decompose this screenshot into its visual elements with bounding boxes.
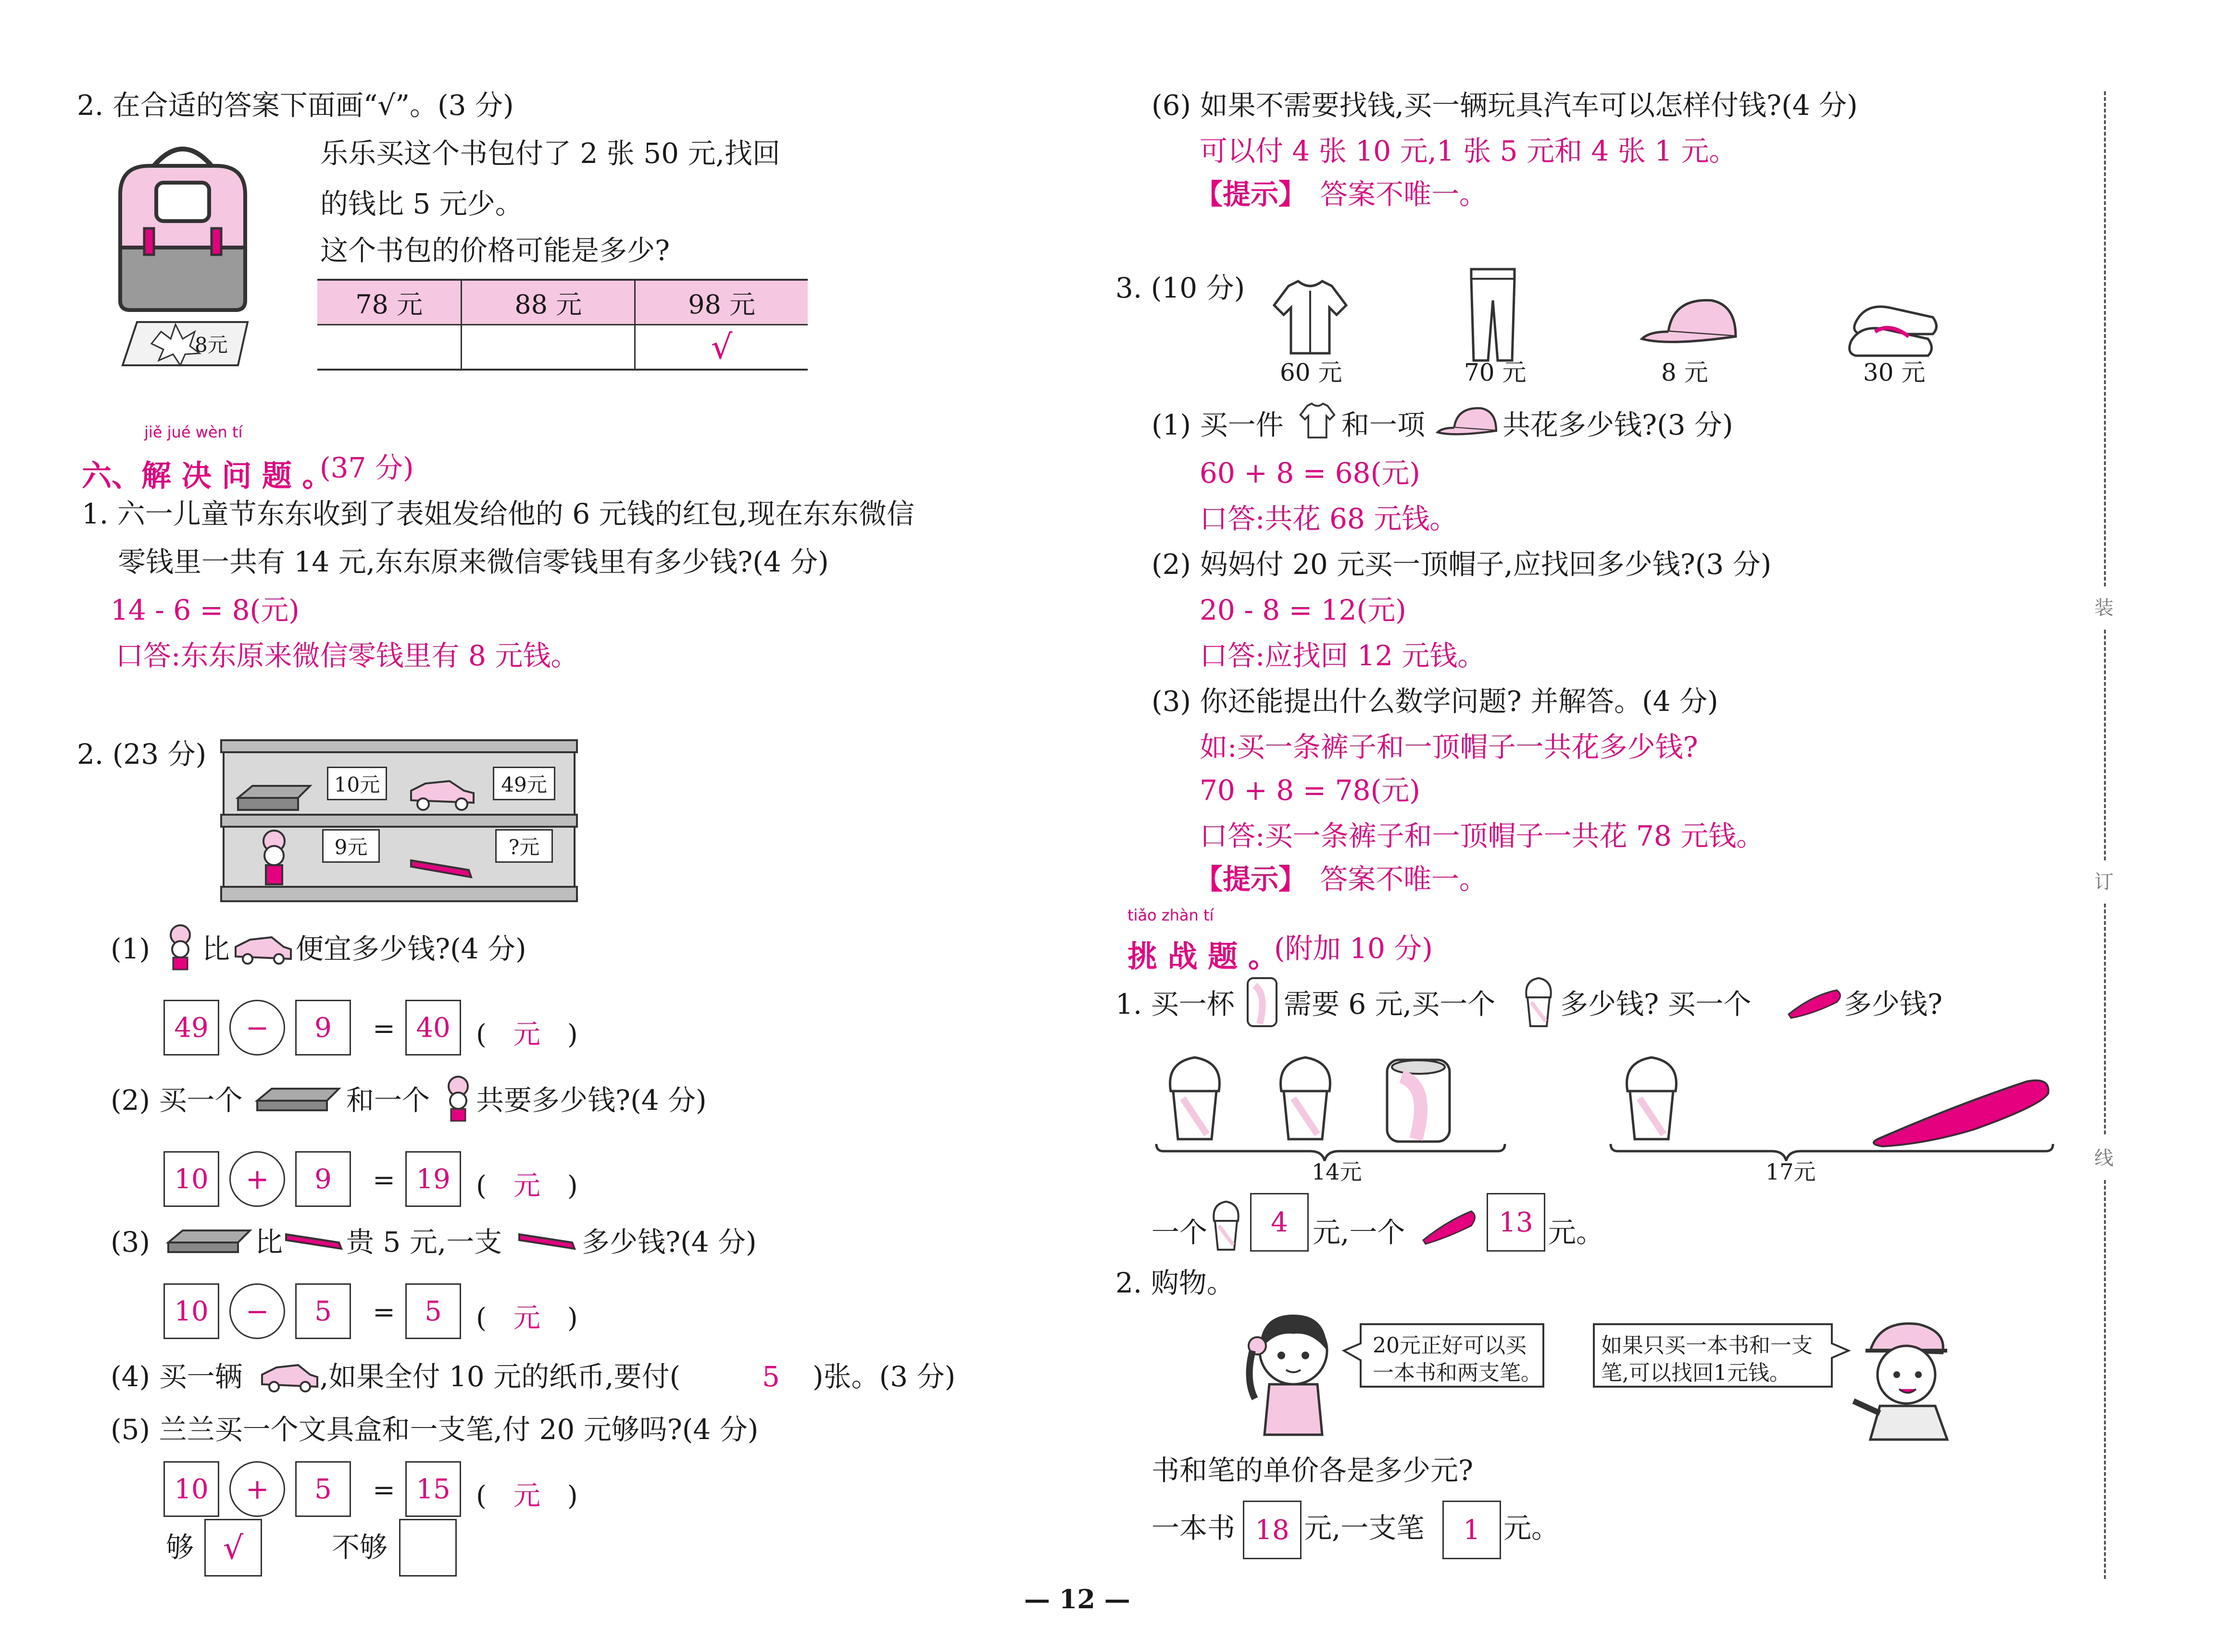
problem-3-label: 3. (10 分) xyxy=(1115,272,1245,304)
p2q2-mid: 和一个 xyxy=(346,1084,430,1117)
cap-icon xyxy=(1640,293,1740,351)
p2q1-operand-b[interactable]: 9 xyxy=(295,1000,351,1056)
problem-1-oral-answer: 口答:东东原来微信零钱里有 8 元钱。 xyxy=(115,639,579,672)
p3q2-equation: 20 - 8 = 12(元) xyxy=(1200,594,1406,626)
price-tag-pencil-case: 10元 xyxy=(327,767,387,800)
p2q3-result[interactable]: 5 xyxy=(405,1283,461,1339)
binding-line xyxy=(2104,630,2106,860)
p3q2-oral-answer: 口答:应找回 12 元钱。 xyxy=(1200,639,1486,672)
price-tag-car: 49元 xyxy=(493,767,555,800)
p2q5-text: (5) 兰兰买一个文具盒和一支笔,付 20 元够吗?(4 分) xyxy=(111,1413,759,1446)
p2q2-operator[interactable]: + xyxy=(229,1151,285,1207)
problem-1-line1: 1. 六一儿童节东东收到了表姐发给他的 6 元钱的红包,现在东东微信 xyxy=(82,497,914,530)
p2q5-equals: = xyxy=(373,1475,395,1506)
p2q3-prefix: (3) xyxy=(111,1226,150,1258)
c1-mid: 需要 6 元,买一个 xyxy=(1284,988,1496,1020)
pen-icon xyxy=(284,1230,344,1252)
c1-suffix: 多少钱? xyxy=(1844,988,1943,1020)
p2q2-prefix: (2) 买一个 xyxy=(111,1084,243,1117)
backpack-price-tag xyxy=(118,320,252,368)
p2q4-answer[interactable]: 5 xyxy=(762,1360,780,1393)
p3q1-oral-answer: 口答:共花 68 元钱。 xyxy=(1200,502,1458,535)
choice-header: 88 元 xyxy=(462,281,635,325)
p3q3-text: (3) 你还能提出什么数学问题? 并解答。(4 分) xyxy=(1152,685,1718,718)
choice-mark[interactable] xyxy=(462,325,635,369)
p2q5-unit-paren: ( 元 ) xyxy=(476,1480,578,1512)
binding-mark: 订 xyxy=(2094,871,2114,893)
enough-label: 够 xyxy=(166,1531,194,1564)
c1-answer-end: 元。 xyxy=(1548,1216,1604,1249)
p2q1-unit-paren: ( 元 ) xyxy=(476,1019,578,1050)
p2q2-suffix: 共要多少钱?(4 分) xyxy=(476,1084,707,1117)
p3q1-equation: 60 + 8 = 68(元) xyxy=(1200,457,1420,489)
challenge-score: (附加 10 分) xyxy=(1274,932,1433,965)
p2q5-operand-a[interactable]: 10 xyxy=(163,1461,219,1517)
binding-line xyxy=(2104,91,2106,586)
challenge-illustration xyxy=(1147,1048,2108,1173)
q2-text-line2: 的钱比 5 元少。 xyxy=(320,187,523,220)
page-number: — 12 — xyxy=(1024,1584,1130,1615)
p3q3-oral-answer: 口答:买一条裤子和一顶帽子一共花 78 元钱。 xyxy=(1200,820,1765,852)
pencil-case-icon xyxy=(255,1084,341,1113)
p2q6-text: (6) 如果不需要找钱,买一辆玩具汽车可以怎样付钱?(4 分) xyxy=(1152,89,1858,122)
price-tag-doll: 9元 xyxy=(322,829,380,863)
problem-1-equation: 14 - 6 = 8(元) xyxy=(111,594,300,626)
p2q2-result[interactable]: 19 xyxy=(405,1151,461,1207)
p2q1-operand-a[interactable]: 49 xyxy=(163,1000,219,1056)
choice-mark[interactable] xyxy=(317,325,462,369)
p2q1-operator[interactable]: − xyxy=(229,1000,285,1056)
p2q4-end: )张。(3 分) xyxy=(813,1360,956,1393)
enough-checkbox[interactable]: √ xyxy=(204,1519,262,1577)
ice-cream-icon xyxy=(1209,1199,1243,1252)
ice-cream-price-box[interactable]: 4 xyxy=(1250,1193,1309,1252)
p2q3-operand-b[interactable]: 5 xyxy=(295,1283,351,1339)
shoes-icon xyxy=(1846,288,1942,360)
section-6-pinyin: jiě jué wèn tí xyxy=(144,423,243,441)
sausage-icon xyxy=(1784,985,1844,1019)
p3q1-prefix: (1) 买一件 xyxy=(1152,409,1284,441)
girl-illustration xyxy=(1245,1307,1341,1437)
not-enough-checkbox[interactable] xyxy=(399,1519,457,1577)
c1-mid2: 多少钱? 买一个 xyxy=(1560,988,1752,1020)
bubble-girl-line2: 一本书和两支笔。 xyxy=(1373,1361,1542,1385)
p2q3-equals: = xyxy=(373,1297,395,1328)
binding-mark: 装 xyxy=(2094,597,2114,619)
p2q5-operand-b[interactable]: 5 xyxy=(295,1461,351,1517)
doll-icon xyxy=(446,1074,470,1122)
q2-text-line1: 乐乐买这个书包付了 2 张 50 元,找回 xyxy=(320,137,780,170)
total-group-1: 14元 xyxy=(1312,1159,1362,1185)
c2-label: 2. 购物。 xyxy=(1115,1267,1235,1299)
problem-1-line2: 零钱里一共有 14 元,东东原来微信零钱里有多少钱?(4 分) xyxy=(118,546,829,578)
pen-price-box[interactable]: 1 xyxy=(1442,1501,1501,1559)
p2q2-operand-b[interactable]: 9 xyxy=(295,1151,351,1207)
p3q3-question: 如:买一条裤子和一顶帽子一共花多少钱? xyxy=(1200,731,1698,763)
doll-icon xyxy=(168,923,192,971)
q2-text-line3: 这个书包的价格可能是多少? xyxy=(320,234,670,267)
total-group-2: 17元 xyxy=(1765,1159,1816,1185)
choice-mark[interactable]: √ xyxy=(635,325,808,369)
p2q5-result[interactable]: 15 xyxy=(405,1461,461,1517)
sausage-icon xyxy=(1418,1206,1478,1245)
p2q1-result[interactable]: 40 xyxy=(405,1000,461,1056)
p3q3-hint-label: 【提示】 xyxy=(1195,863,1307,895)
p3q1-suffix: 共花多少钱?(3 分) xyxy=(1502,409,1733,441)
p2q6-answer: 可以付 4 张 10 元,1 张 5 元和 4 张 1 元。 xyxy=(1200,135,1737,167)
binding-line xyxy=(2104,904,2106,1134)
p2q3-operator[interactable]: − xyxy=(229,1283,285,1339)
p3q3-hint: 答案不唯一。 xyxy=(1320,863,1488,895)
p2q2-unit-paren: ( 元 ) xyxy=(476,1170,578,1202)
pencil-case-icon xyxy=(166,1226,252,1255)
p2q6-hint-label: 【提示】 xyxy=(1195,178,1307,211)
p2q1-equals: = xyxy=(373,1013,395,1044)
p2q3-operand-a[interactable]: 10 xyxy=(163,1283,219,1339)
p2q1-mid: 比 xyxy=(202,932,230,965)
cap-price: 8 元 xyxy=(1661,359,1708,386)
trousers-icon xyxy=(1466,267,1519,363)
boy-illustration xyxy=(1851,1317,1957,1442)
bubble-boy-line2: 笔,可以找回1元钱。 xyxy=(1601,1361,1790,1385)
binding-mark: 线 xyxy=(2094,1147,2114,1169)
c1-answer-mid: 元,一个 xyxy=(1313,1216,1405,1249)
p2q6-hint: 答案不唯一。 xyxy=(1320,178,1488,211)
p3q3-equation: 70 + 8 = 78(元) xyxy=(1200,774,1420,807)
price-choice-table xyxy=(317,279,808,371)
p2q3-mid2: 贵 5 元,一支 xyxy=(346,1226,502,1258)
p2q2-equals: = xyxy=(373,1165,395,1196)
shoes-price: 30 元 xyxy=(1863,359,1926,386)
section-6-title: 六、解 决 问 题 。 xyxy=(82,458,332,493)
c1-answer-prefix: 一个 xyxy=(1152,1216,1208,1249)
question-2-title: 2. 在合适的答案下面画“√”。(3 分) xyxy=(77,89,514,122)
c2-question: 书和笔的单价各是多少元? xyxy=(1152,1454,1474,1487)
soda-can-icon xyxy=(1245,976,1279,1029)
p2q1-suffix: 便宜多少钱?(4 分) xyxy=(296,932,526,965)
bubble-boy-line1: 如果只买一本书和一支 xyxy=(1601,1333,1813,1358)
binding-line xyxy=(2104,1180,2106,1579)
p2q3-mid: 比 xyxy=(255,1226,283,1258)
shirt-icon xyxy=(1298,399,1337,442)
price-tag-pen: ?元 xyxy=(495,829,553,863)
choice-header: 98 元 xyxy=(635,281,808,325)
p2q3-unit-paren: ( 元 ) xyxy=(476,1303,578,1334)
shirt-price: 60 元 xyxy=(1280,359,1342,386)
problem-2-label: 2. (23 分) xyxy=(77,738,207,770)
p2q4-prefix: (4) 买一辆 xyxy=(111,1360,243,1393)
challenge-pinyin: tiǎo zhàn tí xyxy=(1127,906,1214,924)
p3q2-text: (2) 妈妈付 20 元买一顶帽子,应找回多少钱?(3 分) xyxy=(1152,548,1772,581)
toy-car-icon xyxy=(233,932,293,966)
bubble-girl-line1: 20元正好可以买 xyxy=(1373,1333,1527,1358)
p2q5-operator[interactable]: + xyxy=(229,1461,285,1517)
p2q2-operand-a[interactable]: 10 xyxy=(163,1151,219,1207)
not-enough-label: 不够 xyxy=(332,1531,388,1564)
cap-icon xyxy=(1435,404,1500,440)
shirt-icon xyxy=(1269,276,1351,358)
backpack-price: 8元 xyxy=(195,333,228,357)
p2q1-prefix: (1) xyxy=(111,932,150,965)
shelf-illustration xyxy=(219,738,579,904)
p2q3-suffix: 多少钱?(4 分) xyxy=(582,1226,757,1258)
trousers-price: 70 元 xyxy=(1464,359,1527,386)
c2-answer-mid: 元,一支笔 xyxy=(1304,1512,1425,1544)
ice-cream-icon xyxy=(1522,976,1555,1029)
p3q1-mid: 和一项 xyxy=(1341,409,1426,441)
pen-icon xyxy=(517,1230,577,1252)
p2q4-text: ,如果全付 10 元的纸币,要付( xyxy=(320,1360,681,1393)
toy-car-icon xyxy=(260,1360,320,1394)
backpack-icon xyxy=(111,137,255,315)
c1-prefix: 1. 买一杯 xyxy=(1115,988,1235,1020)
c2-answer-end: 元。 xyxy=(1503,1512,1560,1544)
book-price-box[interactable]: 18 xyxy=(1243,1501,1302,1559)
sausage-price-box[interactable]: 13 xyxy=(1487,1193,1545,1252)
choice-header: 78 元 xyxy=(317,281,462,325)
challenge-title: 挑 战 题 。 xyxy=(1127,939,1278,974)
c2-answer-prefix: 一本书 xyxy=(1152,1512,1236,1544)
section-6-score: (37 分) xyxy=(320,451,414,484)
